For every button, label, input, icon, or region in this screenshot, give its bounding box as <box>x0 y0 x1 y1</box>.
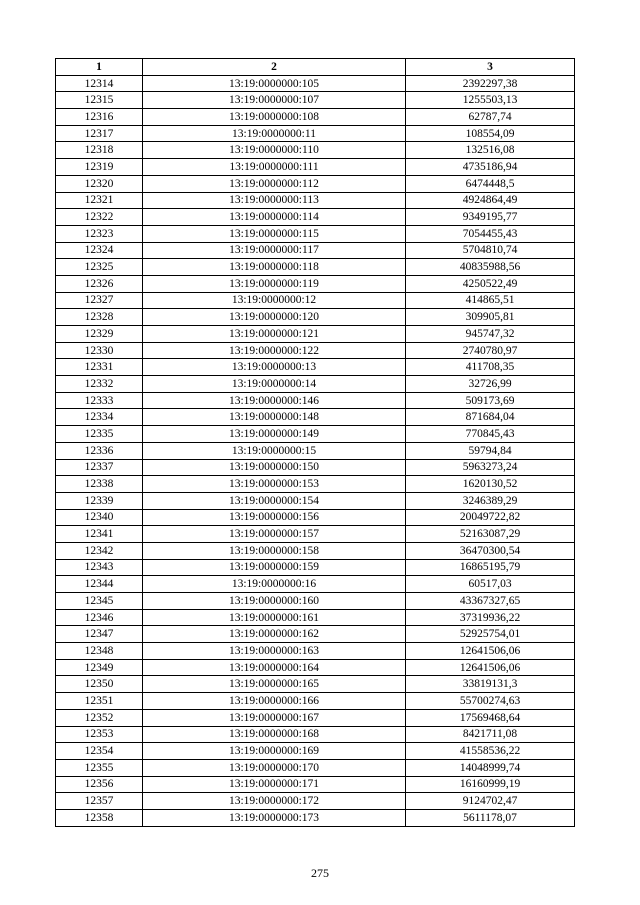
cadastral-number-cell: 13:19:0000000:16 <box>143 576 406 593</box>
cadastral-number-cell: 13:19:0000000:119 <box>143 275 406 292</box>
table-row <box>56 192 575 209</box>
row-number-cell: 12339 <box>56 492 143 509</box>
row-number-cell: 12358 <box>56 809 143 826</box>
table-row <box>56 459 575 476</box>
table-body <box>56 75 575 826</box>
cadastral-number-cell: 13:19:0000000:154 <box>143 492 406 509</box>
table-row <box>56 693 575 710</box>
cadastral-number-cell: 13:19:0000000:117 <box>143 242 406 259</box>
row-number-cell: 12333 <box>56 392 143 409</box>
cadastral-value-cell: 9349195,77 <box>406 209 575 226</box>
cadastral-value-cell: 40835988,56 <box>406 259 575 276</box>
cadastral-number-cell: 13:19:0000000:14 <box>143 376 406 393</box>
cadastral-number-cell: 13:19:0000000:165 <box>143 676 406 693</box>
table-row <box>56 275 575 292</box>
cadastral-number-cell: 13:19:0000000:158 <box>143 542 406 559</box>
cadastral-number-cell: 13:19:0000000:153 <box>143 476 406 493</box>
cadastral-value-cell: 3246389,29 <box>406 492 575 509</box>
page-number: 275 <box>311 866 329 880</box>
cadastral-number-cell: 13:19:0000000:170 <box>143 759 406 776</box>
row-number-cell: 12356 <box>56 776 143 793</box>
cadastral-value-cell: 1255503,13 <box>406 92 575 109</box>
cadastral-value-cell: 52925754,01 <box>406 626 575 643</box>
table-row <box>56 342 575 359</box>
table-row <box>56 492 575 509</box>
cadastral-number-cell: 13:19:0000000:108 <box>143 109 406 126</box>
cadastral-number-cell: 13:19:0000000:161 <box>143 609 406 626</box>
column-header-3: 3 <box>406 59 575 76</box>
cadastral-number-cell: 13:19:0000000:162 <box>143 626 406 643</box>
row-number-cell: 12355 <box>56 759 143 776</box>
cadastral-number-cell: 13:19:0000000:169 <box>143 743 406 760</box>
table-row <box>56 175 575 192</box>
table-header-row <box>56 59 575 76</box>
table-row <box>56 409 575 426</box>
cadastral-value-cell: 1620130,52 <box>406 476 575 493</box>
row-number-cell: 12352 <box>56 709 143 726</box>
row-number-cell: 12342 <box>56 542 143 559</box>
cadastral-number-cell: 13:19:0000000:160 <box>143 593 406 610</box>
table-row <box>56 743 575 760</box>
cadastral-value-cell: 43367327,65 <box>406 593 575 610</box>
table-row <box>56 75 575 92</box>
cadastral-value-cell: 5963273,24 <box>406 459 575 476</box>
table-row <box>56 392 575 409</box>
row-number-cell: 12329 <box>56 326 143 343</box>
cadastral-value-cell: 62787,74 <box>406 109 575 126</box>
cadastral-value-cell: 2392297,38 <box>406 75 575 92</box>
cadastral-value-cell: 52163087,29 <box>406 526 575 543</box>
cadastral-number-cell: 13:19:0000000:168 <box>143 726 406 743</box>
cadastral-value-cell: 411708,35 <box>406 359 575 376</box>
cadastral-value-cell: 4924864,49 <box>406 192 575 209</box>
row-number-cell: 12326 <box>56 275 143 292</box>
cadastral-value-cell: 33819131,3 <box>406 676 575 693</box>
cadastral-number-cell: 13:19:0000000:110 <box>143 142 406 159</box>
cadastral-value-cell: 871684,04 <box>406 409 575 426</box>
cadastral-number-cell: 13:19:0000000:107 <box>143 92 406 109</box>
row-number-cell: 12331 <box>56 359 143 376</box>
cadastral-number-cell: 13:19:0000000:150 <box>143 459 406 476</box>
column-header-1: 1 <box>56 59 143 76</box>
cadastral-value-cell: 414865,51 <box>406 292 575 309</box>
cadastral-value-cell: 5611178,07 <box>406 809 575 826</box>
cadastral-value-cell: 55700274,63 <box>406 693 575 710</box>
row-number-cell: 12334 <box>56 409 143 426</box>
cadastral-value-cell: 4735186,94 <box>406 159 575 176</box>
table-row <box>56 776 575 793</box>
cadastral-value-cell: 16865195,79 <box>406 559 575 576</box>
table-row <box>56 609 575 626</box>
cadastral-number-cell: 13:19:0000000:173 <box>143 809 406 826</box>
cadastral-value-cell: 4250522,49 <box>406 275 575 292</box>
cadastral-value-cell: 8421711,08 <box>406 726 575 743</box>
cadastral-value-cell: 509173,69 <box>406 392 575 409</box>
table-row <box>56 359 575 376</box>
cadastral-number-cell: 13:19:0000000:120 <box>143 309 406 326</box>
cadastral-value-cell: 16160999,19 <box>406 776 575 793</box>
row-number-cell: 12354 <box>56 743 143 760</box>
cadastral-number-cell: 13:19:0000000:166 <box>143 693 406 710</box>
cadastral-number-cell: 13:19:0000000:15 <box>143 442 406 459</box>
row-number-cell: 12336 <box>56 442 143 459</box>
table-row <box>56 426 575 443</box>
cadastral-number-cell: 13:19:0000000:13 <box>143 359 406 376</box>
cadastral-value-cell: 36470300,54 <box>406 542 575 559</box>
row-number-cell: 12335 <box>56 426 143 443</box>
cadastral-value-cell: 7054455,43 <box>406 225 575 242</box>
cadastral-value-cell: 32726,99 <box>406 376 575 393</box>
row-number-cell: 12316 <box>56 109 143 126</box>
table-row <box>56 626 575 643</box>
cadastral-value-cell: 770845,43 <box>406 426 575 443</box>
table-row <box>56 476 575 493</box>
table-row <box>56 809 575 826</box>
row-number-cell: 12337 <box>56 459 143 476</box>
table-row <box>56 326 575 343</box>
row-number-cell: 12314 <box>56 75 143 92</box>
cadastral-value-cell: 59794,84 <box>406 442 575 459</box>
cadastral-number-cell: 13:19:0000000:149 <box>143 426 406 443</box>
cadastral-number-cell: 13:19:0000000:171 <box>143 776 406 793</box>
row-number-cell: 12327 <box>56 292 143 309</box>
cadastral-number-cell: 13:19:0000000:167 <box>143 709 406 726</box>
table-row <box>56 159 575 176</box>
row-number-cell: 12321 <box>56 192 143 209</box>
table-row <box>56 659 575 676</box>
table-row <box>56 109 575 126</box>
row-number-cell: 12317 <box>56 125 143 142</box>
cadastral-number-cell: 13:19:0000000:148 <box>143 409 406 426</box>
cadastral-number-cell: 13:19:0000000:12 <box>143 292 406 309</box>
row-number-cell: 12332 <box>56 376 143 393</box>
row-number-cell: 12315 <box>56 92 143 109</box>
cadastral-value-cell: 17569468,64 <box>406 709 575 726</box>
row-number-cell: 12325 <box>56 259 143 276</box>
row-number-cell: 12319 <box>56 159 143 176</box>
cadastral-value-cell: 2740780,97 <box>406 342 575 359</box>
table-row <box>56 209 575 226</box>
table-row <box>56 225 575 242</box>
cadastral-value-cell: 132516,08 <box>406 142 575 159</box>
row-number-cell: 12323 <box>56 225 143 242</box>
cadastral-number-cell: 13:19:0000000:164 <box>143 659 406 676</box>
row-number-cell: 12328 <box>56 309 143 326</box>
row-number-cell: 12338 <box>56 476 143 493</box>
cadastral-number-cell: 13:19:0000000:112 <box>143 175 406 192</box>
table-row <box>56 576 575 593</box>
cadastral-number-cell: 13:19:0000000:113 <box>143 192 406 209</box>
table-row <box>56 759 575 776</box>
row-number-cell: 12347 <box>56 626 143 643</box>
row-number-cell: 12322 <box>56 209 143 226</box>
row-number-cell: 12349 <box>56 659 143 676</box>
row-number-cell: 12357 <box>56 793 143 810</box>
table-row <box>56 793 575 810</box>
cadastral-number-cell: 13:19:0000000:118 <box>143 259 406 276</box>
cadastral-value-cell: 108554,09 <box>406 125 575 142</box>
cadastral-value-cell: 12641506,06 <box>406 659 575 676</box>
cadastral-number-cell: 13:19:0000000:146 <box>143 392 406 409</box>
table-row <box>56 676 575 693</box>
table-row <box>56 726 575 743</box>
table-row <box>56 142 575 159</box>
table-row <box>56 643 575 660</box>
row-number-cell: 12318 <box>56 142 143 159</box>
cadastral-number-cell: 13:19:0000000:163 <box>143 643 406 660</box>
table-row <box>56 709 575 726</box>
row-number-cell: 12344 <box>56 576 143 593</box>
column-header-2: 2 <box>143 59 406 76</box>
row-number-cell: 12348 <box>56 643 143 660</box>
cadastral-number-cell: 13:19:0000000:111 <box>143 159 406 176</box>
table-row <box>56 593 575 610</box>
row-number-cell: 12343 <box>56 559 143 576</box>
cadastral-number-cell: 13:19:0000000:172 <box>143 793 406 810</box>
row-number-cell: 12340 <box>56 509 143 526</box>
row-number-cell: 12353 <box>56 726 143 743</box>
table-row <box>56 292 575 309</box>
table-row <box>56 259 575 276</box>
cadastral-value-cell: 37319936,22 <box>406 609 575 626</box>
cadastral-number-cell: 13:19:0000000:159 <box>143 559 406 576</box>
table-row <box>56 509 575 526</box>
cadastral-value-cell: 309905,81 <box>406 309 575 326</box>
cadastral-number-cell: 13:19:0000000:156 <box>143 509 406 526</box>
cadastral-value-cell: 12641506,06 <box>406 643 575 660</box>
cadastral-value-cell: 9124702,47 <box>406 793 575 810</box>
table-row <box>56 309 575 326</box>
row-number-cell: 12345 <box>56 593 143 610</box>
table-row <box>56 242 575 259</box>
cadastral-number-cell: 13:19:0000000:105 <box>143 75 406 92</box>
row-number-cell: 12330 <box>56 342 143 359</box>
table-row <box>56 125 575 142</box>
cadastral-number-cell: 13:19:0000000:115 <box>143 225 406 242</box>
cadastral-number-cell: 13:19:0000000:114 <box>143 209 406 226</box>
table-row <box>56 92 575 109</box>
cadastral-value-cell: 14048999,74 <box>406 759 575 776</box>
cadastral-value-cell: 945747,32 <box>406 326 575 343</box>
table-row <box>56 526 575 543</box>
row-number-cell: 12346 <box>56 609 143 626</box>
cadastral-value-cell: 6474448,5 <box>406 175 575 192</box>
table-row <box>56 559 575 576</box>
cadastral-value-cell: 20049722,82 <box>406 509 575 526</box>
row-number-cell: 12324 <box>56 242 143 259</box>
cadastral-number-cell: 13:19:0000000:121 <box>143 326 406 343</box>
cadastral-value-cell: 5704810,74 <box>406 242 575 259</box>
cadastral-number-cell: 13:19:0000000:122 <box>143 342 406 359</box>
row-number-cell: 12350 <box>56 676 143 693</box>
cadastral-value-cell: 41558536,22 <box>406 743 575 760</box>
table-row <box>56 442 575 459</box>
cadastral-value-cell: 60517,03 <box>406 576 575 593</box>
row-number-cell: 12320 <box>56 175 143 192</box>
row-number-cell: 12341 <box>56 526 143 543</box>
table-row <box>56 542 575 559</box>
cadastral-number-cell: 13:19:0000000:157 <box>143 526 406 543</box>
table-row <box>56 376 575 393</box>
cadastral-value-table <box>55 58 575 827</box>
cadastral-number-cell: 13:19:0000000:11 <box>143 125 406 142</box>
row-number-cell: 12351 <box>56 693 143 710</box>
